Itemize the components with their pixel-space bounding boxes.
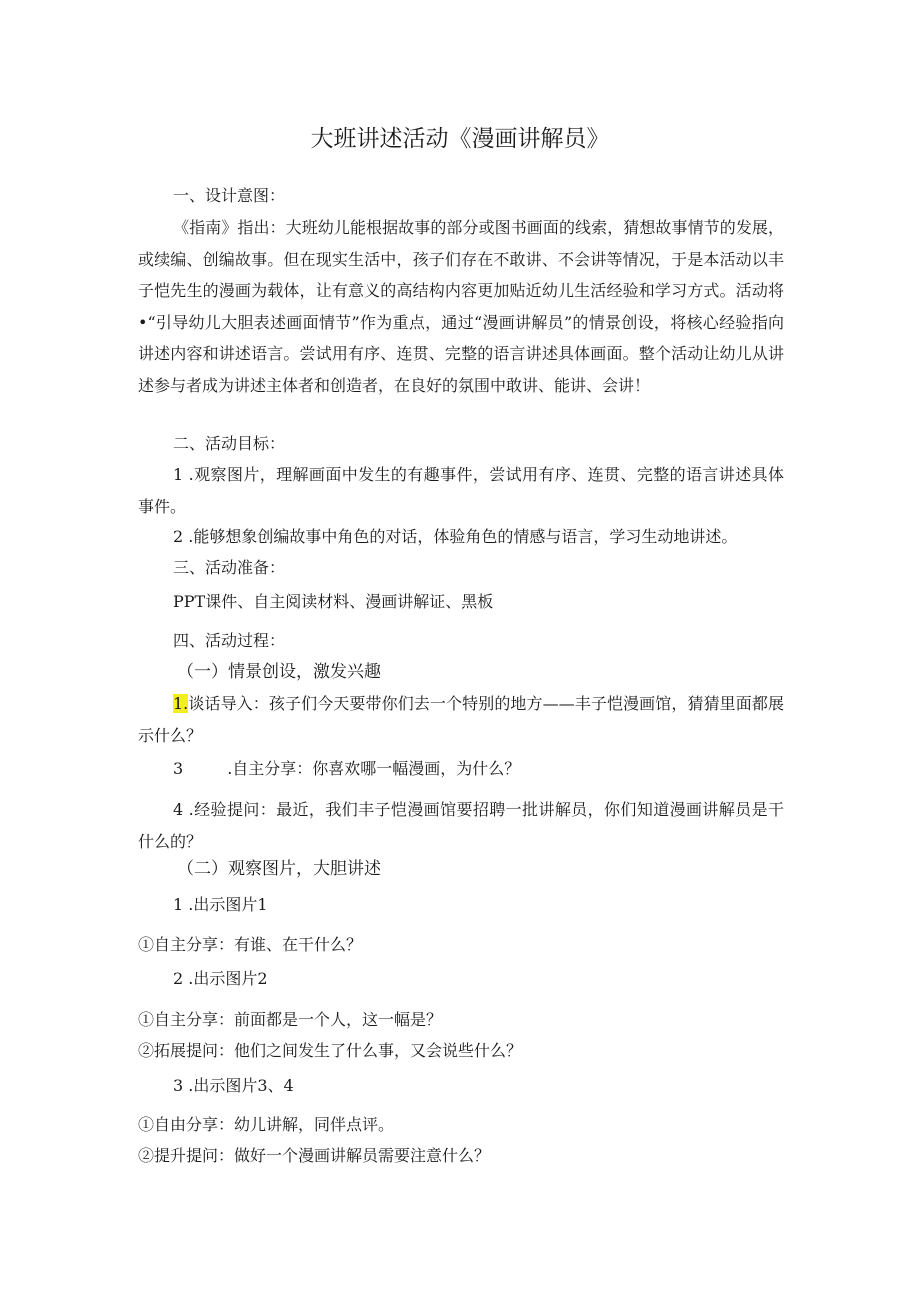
- step-3-question-1: ①自由分享：幼儿讲解，同伴点评。: [138, 1115, 395, 1134]
- step-2-text: .出示图片2: [188, 969, 268, 988]
- section-heading-goals: 二、活动目标：: [173, 434, 286, 453]
- section-heading-preparation: 三、活动准备：: [173, 558, 286, 577]
- item-1-text: 谈话导入：孩子们今天要带你们去一个特别的地方——丰子恺漫画馆，猜猜里面都展示什么？: [138, 694, 784, 745]
- goal-1-number: 1: [173, 465, 184, 484]
- step-2-question-2: ②拓展提问：他们之间发生了什么事，又会说些什么？: [138, 1041, 523, 1060]
- document-title: 大班讲述活动《漫画讲解员》: [310, 126, 610, 152]
- step-2-question-1: ①自主分享：前面都是一个人，这一幅是？: [138, 1010, 443, 1029]
- item-4-text: .经验提问：最近，我们丰子恺漫画馆要招聘一批讲解员，你们知道漫画讲解员是干什么的？: [138, 800, 784, 851]
- section-heading-process: 四、活动过程：: [173, 631, 286, 650]
- design-intent-paragraph: [138, 212, 784, 401]
- item-3-text: .自主分享：你喜欢哪一幅漫画，为什么？: [227, 759, 521, 778]
- step-1-number: 1: [173, 895, 184, 914]
- part-2-heading: （二）观察图片，大胆讲述: [177, 859, 381, 879]
- goal-2-number: 2: [173, 527, 184, 546]
- step-2: [173, 963, 268, 995]
- preparation-text: PPT课件、自主阅读材料、漫画讲解证、黑板: [173, 592, 494, 611]
- part-1-item-3: [173, 753, 520, 785]
- step-3-number: 3: [173, 1076, 184, 1095]
- section-heading-design-intent: 一、设计意图：: [173, 186, 286, 205]
- item-4-number: 4: [173, 800, 184, 819]
- part-1-item-1: [138, 688, 784, 751]
- goal-2-text: .能够想象创编故事中角色的对话，体验角色的情感与语言，学习生动地讲述。: [188, 527, 738, 546]
- goal-1: [138, 459, 784, 522]
- part-1-heading: （一）情景创设，激发兴趣: [177, 662, 381, 682]
- item-1-number-highlight: 1.: [173, 694, 189, 713]
- goal-2: [173, 521, 737, 553]
- item-3-number: 3: [173, 759, 184, 778]
- goal-1-text: .观察图片，理解画面中发生的有趣事件，尝试用有序、连贯、完整的语言讲述具体事件。: [138, 465, 784, 516]
- design-intent-text: 《指南》指出：大班幼儿能根据故事的部分或图书画面的线索，猜想故事情节的发展，或续编、创编故事。但在现实生活中，孩子们存在不敢讲、不会讲等情况，于是本活动以丰子恺先生的漫画为载体，让有意义的高结构内容更加贴近幼儿生活经验和学习方式。活动将•“引导幼儿大胆表述画面情节”作为重点，通过“漫画讲解员”的情景创设，将核心经验指向讲述内容和讲述语言。尝试用有序、连贯、完整的语言讲述具体画面。整个活动让幼儿从讲述参与者成为讲述主体者和创造者，在良好的氛围中敢讲、能讲、会讲！: [138, 218, 784, 395]
- part-1-item-4: [138, 794, 784, 857]
- step-1: [173, 889, 268, 921]
- step-3-text: .出示图片3、4: [188, 1076, 294, 1095]
- step-1-text: .出示图片1: [188, 895, 268, 914]
- step-3-question-2: ②提升提问：做好一个漫画讲解员需要注意什么？: [138, 1146, 491, 1165]
- step-2-number: 2: [173, 969, 184, 988]
- step-1-question-1: ①自主分享：有谁、在干什么？: [138, 935, 363, 954]
- step-3: [173, 1070, 294, 1102]
